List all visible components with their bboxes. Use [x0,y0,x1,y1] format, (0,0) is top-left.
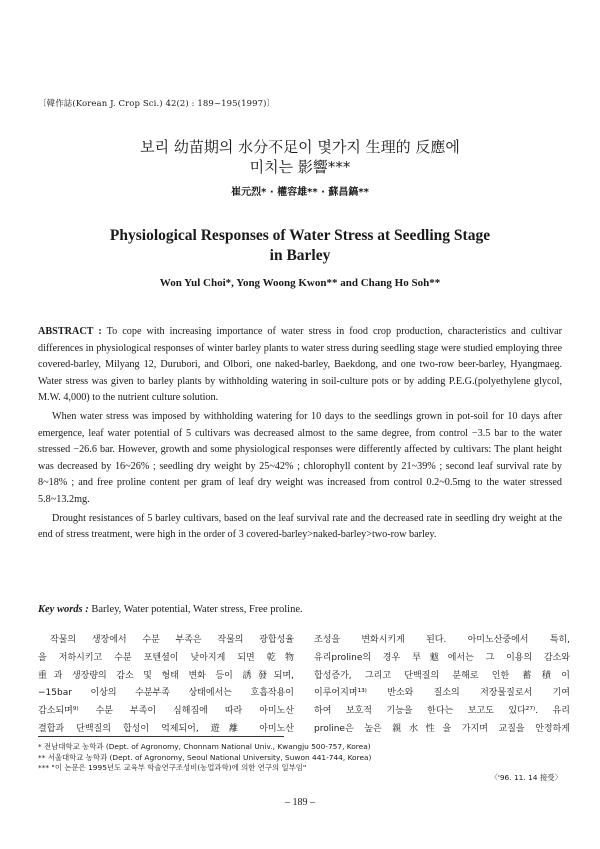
body-line: 이루어지며¹³⁾ 반소와 질소의 저장물질로서 기여 [314,688,570,699]
footnote-affiliation-2: ** 서울대학교 농학과 (Dept. of Agronomy, Seoul National University, Suwon 441-744, Korea) [38,752,372,762]
abstract-paragraph-3: Drought resistances of 5 barley cultivars, based on the leaf survival rate and the decreased rate in seedling dry weight at the end of stress treatment, were high in the order of 3 covered-barley>naked-barley>two-row barley. [38,512,562,541]
footnote-funding: *** "이 논문은 1995년도 교육부 학술연구조성비(농업과학)에 의한 연구의 일부임" [38,763,307,773]
abstract-p1-text: To cope with increasing importance of water stress in food crop production, characteristics and cultivar differences in physiological responses of winter barley plants to water stress during seedling stage were studied employing three covered-barley, Milyang 12, Durubori, and Olbori, one naked-barley, Baekdong, and one two-row beer-barley, Hyangmaeg. Water stress was given to barley plants by withholding watering in soil-culture pots or by adding P.E.G.(polyethylene glycol, M.W. 4,000) to the nutrient culture solution. [38,326,563,404]
body-line: 합성증가, 그리고 단백질의 분해로 인한 蓄積이 [314,670,570,681]
body-line: 을 저하시키고 수분 포텐셜이 낮아지게 되면 乾物 [38,652,294,663]
abstract-paragraph-1 [38,324,562,407]
footnote-divider [38,736,284,737]
body-line: 유리proline의 경우 旱魃에서는 그 이용의 감소와 [314,652,570,663]
journal-reference: 〔韓作誌(Korean J. Crop Sci.) 42(2) : 189~195(1997)〕 [38,99,276,109]
english-title [40,226,560,266]
body-line: 하여 보호적 기능을 한다는 보고도 있다²⁷⁾. 유리 [314,706,570,717]
keywords-text: Barley, Water potential, Water stress, Free proline. [88,604,303,615]
footnotes [38,742,562,774]
body-line: 결합과 단백질의 합성이 억제되어, 遊離 아미노산 [38,723,294,734]
received-date: 〈'96. 11. 14 接受〉 [490,773,562,782]
keywords-label: Key words : [38,604,89,615]
body-line: 작물의 생장에서 수분 부족은 작물의 광합성율 [50,635,294,645]
body-line: −15bar 이상의 수분부족 상태에서는 호흡작용이 [38,688,294,699]
body-line: 조성을 변화시키게 된다. 아미노산중에서 특히, [314,635,570,645]
body-column-left [38,632,294,739]
page-number: – 189 – [285,797,315,808]
english-title-line1: Physiological Responses of Water Stress at Seedling Stage [109,227,491,244]
keywords [38,604,303,615]
english-title-line2: in Barley [269,247,331,264]
korean-title-line1: 보리 幼苗期의 水分不足이 몇가지 生理的 反應에 [140,138,460,156]
abstract-label: ABSTRACT : [38,326,102,337]
body-text [38,632,570,734]
body-column-right [314,632,570,739]
abstract-paragraph-2: When water stress was imposed by withholding watering for 10 days to the seedlings grown in pot-soil for 10 days after emergence, leaf water potential of 5 cultivars was decreased almost to the same degree, from control −3.5 bar to the water stressed −26.6 bar. However, growth and some physiological responses were differently affected by cultivars: The plant height was decreased by 16~26% ; seedling dry weight by 25~42% ; chlorophyll content by 21~39% ; second leaf survival rate by 8~18% ; and free proline content per gram of leaf dry weight was increased from control 0.2~0.5mg to the water stressed 5.8~13.2mg. [38,410,562,505]
korean-title-line2: 미치는 影響*** [249,158,351,176]
english-authors: Won Yul Choi*, Yong Woong Kwon** and Chang Ho Soh** [159,277,441,289]
korean-authors: 崔元烈* · 權容雄** · 蘇昌鎬** [231,187,369,198]
footnote-affiliation-1: * 전남대학교 농학과 (Dept. of Agronomy, Chonnam National Univ., Kwangju 500-757, Korea) [38,742,371,751]
korean-title [40,137,560,177]
abstract [38,324,562,546]
body-line: 重과 생장량의 감소 및 형태 변화 등이 誘發되며, [38,670,294,681]
body-line: proline은 높은 親水性을 가지며 교질을 안정하게 [314,723,570,734]
body-line: 감소되며⁹⁾ 수분 부족이 심해짐에 따라 아미노산 [38,706,294,717]
